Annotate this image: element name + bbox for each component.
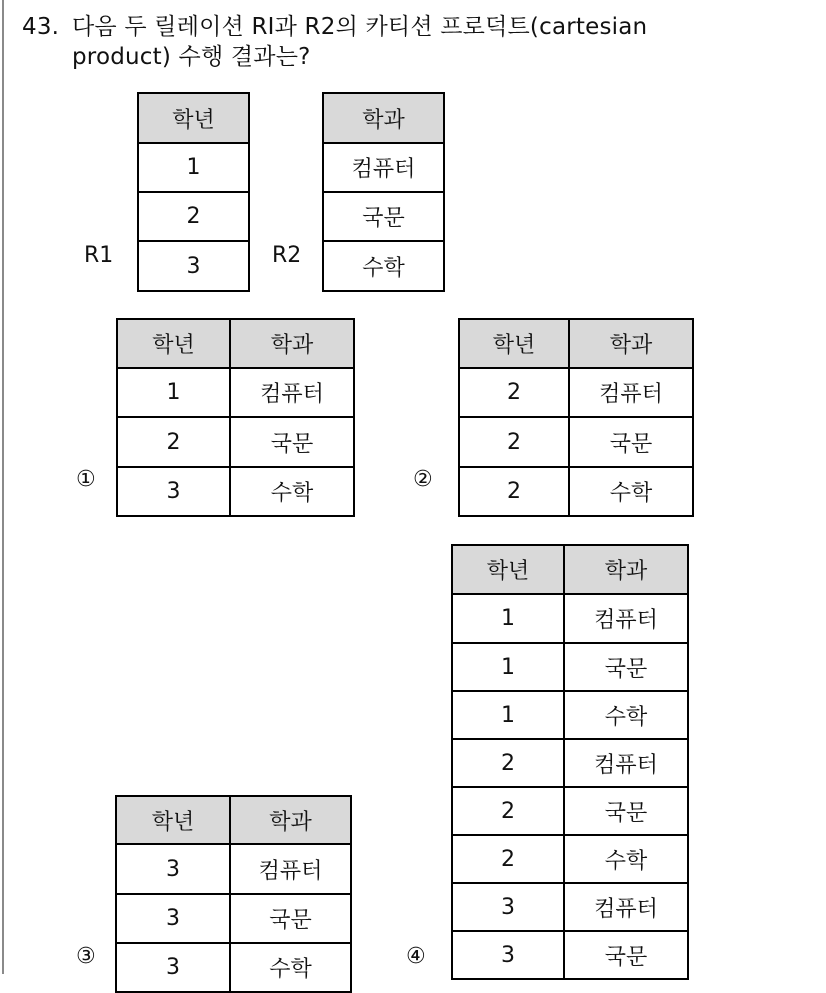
- option-4-cell: 2: [452, 739, 564, 787]
- option-4-cell: 2: [452, 835, 564, 883]
- option-1-cell: 3: [117, 467, 230, 516]
- option-2-header-dept: 학과: [569, 319, 693, 368]
- option-3-cell: 국문: [230, 894, 351, 943]
- r2-label: R2: [272, 243, 302, 268]
- option-4-cell: 2: [452, 787, 564, 835]
- r1-cell: 2: [138, 192, 249, 241]
- option-3-table[interactable]: [115, 795, 352, 993]
- option-2-cell: 수학: [569, 467, 693, 516]
- option-2-cell: 2: [459, 368, 569, 417]
- option-2-marker[interactable]: ②: [413, 467, 433, 492]
- option-2-cell: 2: [459, 417, 569, 467]
- option-4-cell: 수학: [564, 691, 688, 739]
- option-1-table[interactable]: [116, 318, 355, 517]
- r2-cell: 컴퓨터: [323, 143, 444, 192]
- option-4-marker[interactable]: ④: [406, 944, 426, 969]
- option-1-header-grade: 학년: [117, 319, 230, 368]
- option-4-cell: 국문: [564, 787, 688, 835]
- option-3-header-dept: 학과: [230, 796, 351, 844]
- option-3-cell: 컴퓨터: [230, 844, 351, 894]
- option-4-cell: 1: [452, 643, 564, 691]
- option-3-header-grade: 학년: [116, 796, 230, 844]
- option-3-marker[interactable]: ③: [76, 944, 96, 969]
- option-4-header-grade: 학년: [452, 545, 564, 594]
- relation-r1-table: [137, 92, 250, 292]
- option-4-cell: 컴퓨터: [564, 883, 688, 931]
- question-line-1: [22, 12, 647, 42]
- option-4-table[interactable]: [451, 544, 689, 980]
- option-2-cell: 컴퓨터: [569, 368, 693, 417]
- option-4-cell: 1: [452, 691, 564, 739]
- r1-cell: 3: [138, 241, 249, 291]
- option-4-cell: 컴퓨터: [564, 594, 688, 643]
- option-1-marker[interactable]: ①: [76, 467, 96, 492]
- option-4-cell: 국문: [564, 643, 688, 691]
- r1-label: R1: [84, 243, 114, 268]
- option-1-cell: 국문: [230, 417, 354, 467]
- option-4-header-dept: 학과: [564, 545, 688, 594]
- option-3-cell: 3: [116, 894, 230, 943]
- question-text-line-1: 다음 두 릴레이션 RI과 R2의 카티션 프로덕트(cartesian: [72, 14, 648, 40]
- option-2-table[interactable]: [458, 318, 694, 517]
- option-3-cell: 3: [116, 844, 230, 894]
- option-1-cell: 수학: [230, 467, 354, 516]
- option-4-cell: 3: [452, 883, 564, 931]
- r2-cell: 수학: [323, 241, 444, 291]
- option-4-cell: 컴퓨터: [564, 739, 688, 787]
- r2-header-dept: 학과: [323, 93, 444, 143]
- question: [22, 12, 647, 72]
- option-1-header-dept: 학과: [230, 319, 354, 368]
- option-4-cell: 3: [452, 931, 564, 979]
- option-4-cell: 1: [452, 594, 564, 643]
- r1-header-grade: 학년: [138, 93, 249, 143]
- r2-cell: 국문: [323, 192, 444, 241]
- question-text-line-2: product) 수행 결과는?: [72, 44, 311, 70]
- option-1-cell: 컴퓨터: [230, 368, 354, 417]
- option-2-header-grade: 학년: [459, 319, 569, 368]
- option-3-cell: 수학: [230, 943, 351, 992]
- option-1-cell: 2: [117, 417, 230, 467]
- question-number: 43.: [22, 14, 60, 40]
- option-2-cell: 2: [459, 467, 569, 516]
- relation-r2-table: [322, 92, 445, 292]
- option-1-cell: 1: [117, 368, 230, 417]
- option-2-cell: 국문: [569, 417, 693, 467]
- page-left-border: [2, 0, 4, 974]
- option-3-cell: 3: [116, 943, 230, 992]
- r1-cell: 1: [138, 143, 249, 192]
- option-4-cell: 국문: [564, 931, 688, 979]
- option-4-cell: 수학: [564, 835, 688, 883]
